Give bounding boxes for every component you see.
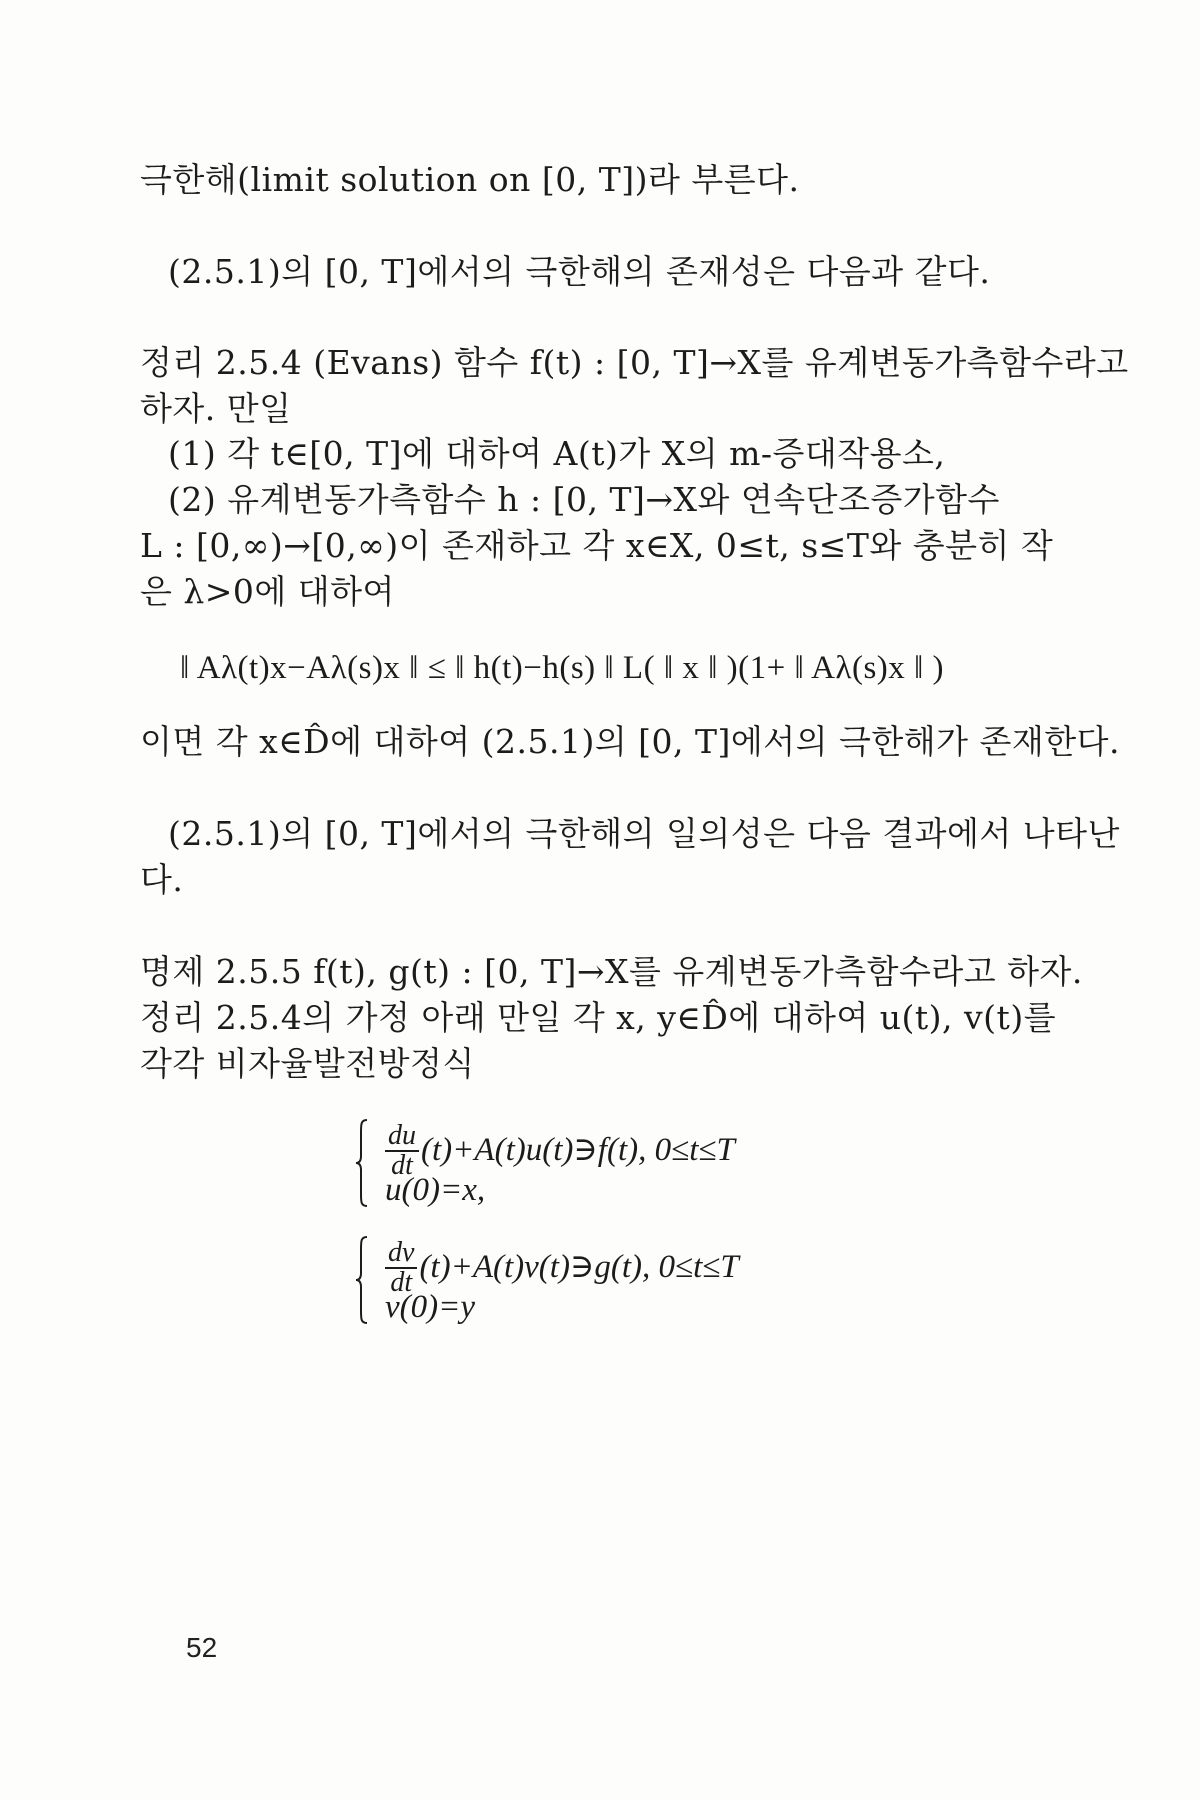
equation-system-v (355, 1235, 875, 1325)
text-line-11: (2.5.1)의 [0, T]에서의 극한해의 일의성은 다음 결과에서 나타난 (168, 814, 1120, 853)
equation-u-1: $\frac{du}{dt}$ (t)+A(t)u(t)∋f(t), 0≤t≤T (385, 1122, 735, 1180)
left-brace-icon (355, 1118, 369, 1208)
equation-system-u (355, 1118, 875, 1208)
fraction-dv-dt: $\frac{dv}{dt}$ (385, 1239, 417, 1297)
text-line-14: 정리 2.5.4의 가정 아래 만일 각 x, y∈D̂에 대하여 u(t), v(t)를 (140, 998, 1057, 1037)
text-line-8: 은 λ>0에 대하여 (140, 572, 395, 611)
page-number: 52 (186, 1632, 218, 1663)
proposition-heading-line: 명제 2.5.5 f(t), g(t) : [0, T]→X를 유계변동가측함수라고 하자. (140, 952, 1083, 991)
equation-v-2: v(0)=y (385, 1289, 476, 1325)
equation-u-2: u(0)=x, (385, 1172, 486, 1208)
text-line-2: (2.5.1)의 [0, T]에서의 극한해의 존재성은 다음과 같다. (168, 252, 991, 291)
text-line-7: L : [0,∞)→[0,∞)이 존재하고 각 x∈X, 0≤t, s≤T와 충분히 작 (140, 526, 1054, 565)
condition-1-line: (1) 각 t∈[0, T]에 대하여 A(t)가 X의 m-증대작용소, (168, 434, 946, 473)
text-line-10: 이면 각 x∈D̂에 대하여 (2.5.1)의 [0, T]에서의 극한해가 존재한다. (140, 722, 1121, 761)
text-line-1: 극한해(limit solution on [0, T])라 부른다. (140, 160, 800, 199)
left-brace-icon (355, 1235, 369, 1325)
fraction-du-dt: $\frac{du}{dt}$ (385, 1122, 419, 1180)
condition-2-line: (2) 유계변동가측함수 h : [0, T]→X와 연속단조증가함수 (168, 480, 1000, 519)
theorem-heading-line: 정리 2.5.4 (Evans) 함수 f(t) : [0, T]→X를 유계변동가측함수라고 (140, 343, 1129, 382)
inequality-display: ‖ Aλ(t)x−Aλ(s)x ‖ ≤ ‖ h(t)−h(s) ‖ L( ‖ x ‖ )(1+ ‖ Aλ(s)x ‖ ) (180, 650, 945, 686)
text-line-15: 각각 비자율발전방정식 (140, 1044, 475, 1083)
text-line-12: 다. (140, 860, 184, 899)
equation-v-1: $\frac{dv}{dt}$ (t)+A(t)v(t)∋g(t), 0≤t≤T (385, 1239, 739, 1297)
text-line-4: 하자. 만일 (140, 389, 292, 428)
